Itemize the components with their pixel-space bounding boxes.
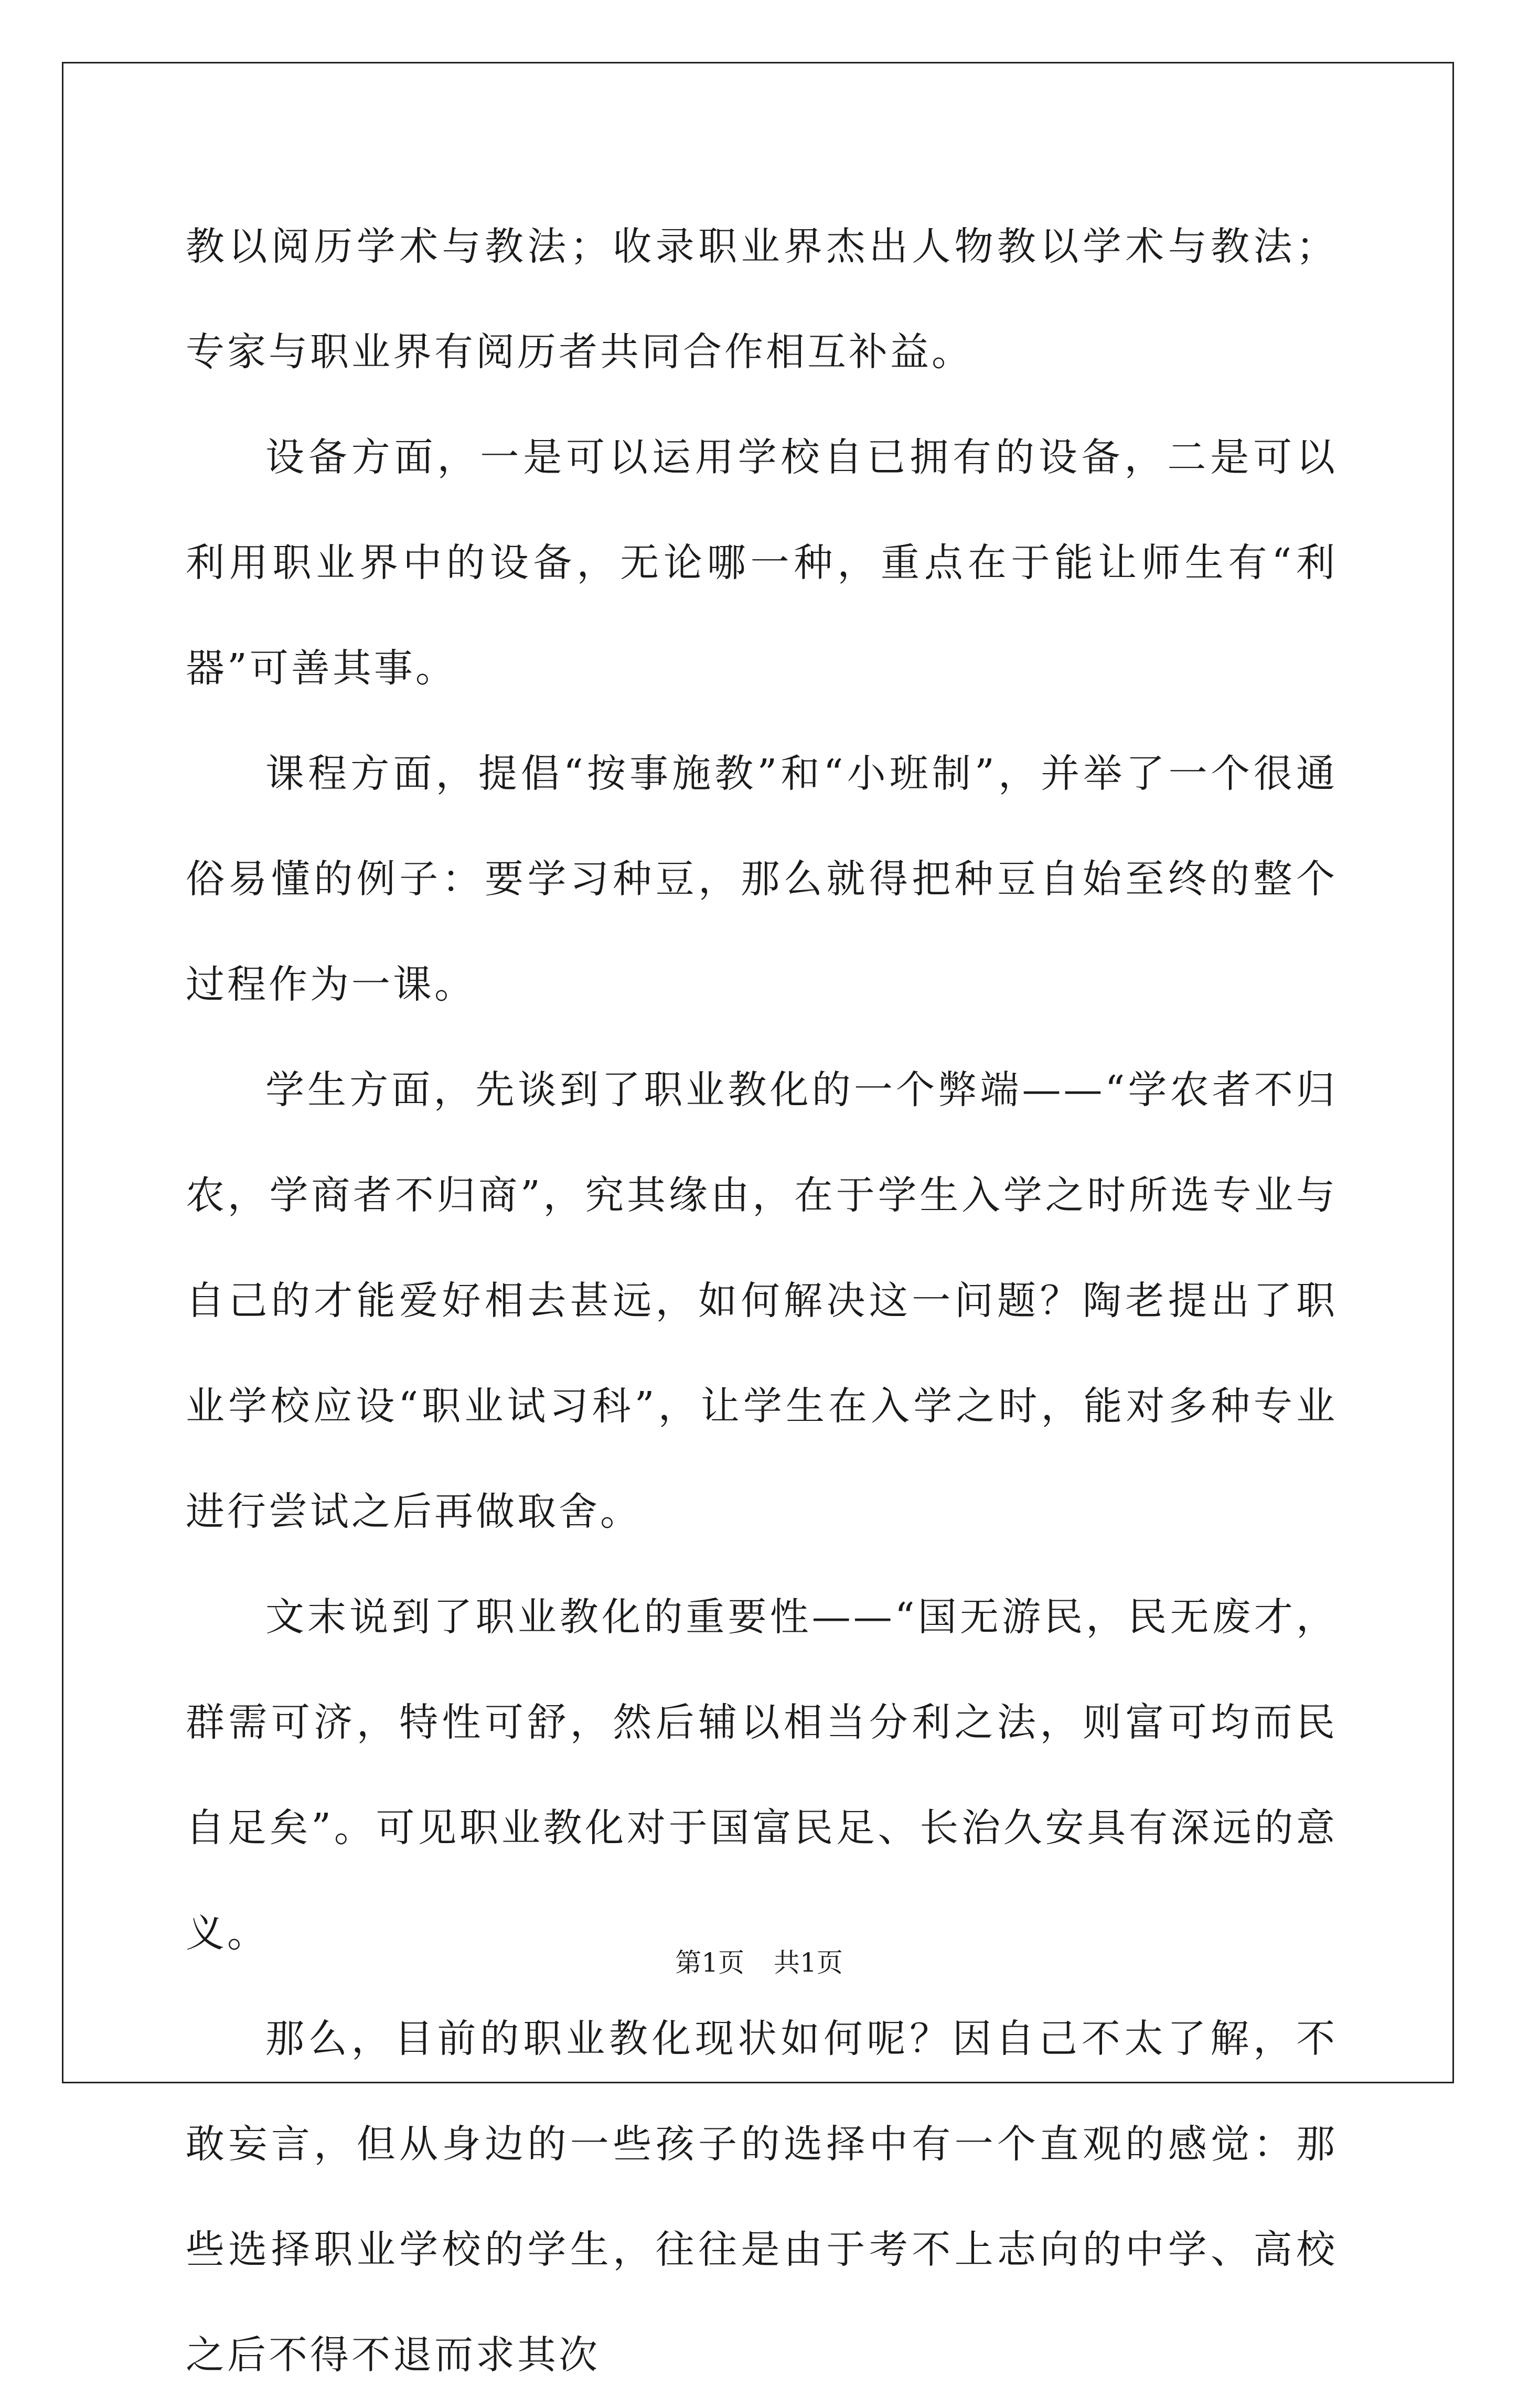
paragraph-6: 那么，目前的职业教化现状如何呢？因自己不太了解，不敢妄言，但从身边的一些孩子的选择中有一个直观的感觉：那些选择职业学校的学生，往往是由于考不上志向的中学、高校之后不得不退而求其次 xyxy=(186,2016,1338,2378)
paragraph-2: 设备方面，一是可以运用学校自已拥有的设备，二是可以利用职业界中的设备，无论哪一种，重点在于能让师生有“利器”可善其事。 xyxy=(186,435,1338,691)
document-body xyxy=(186,194,1338,2408)
page-total: 共1页 xyxy=(773,1947,843,1978)
page-number: 第1页 xyxy=(675,1947,745,1978)
page-footer xyxy=(0,1942,1518,1979)
paragraph-1: 教以阅历学术与教法；收录职业界杰出人物教以学术与教法；专家与职业界有阅历者共同合作相互补益。 xyxy=(186,224,1338,374)
paragraph-3: 课程方面，提倡“按事施教”和“小班制”，并举了一个很通俗易懂的例子：要学习种豆，那么就得把种豆自始至终的整个过程作为一课。 xyxy=(186,751,1338,1007)
paragraph-5: 文末说到了职业教化的重要性——“国无游民，民无废才，群需可济，特性可舒，然后辅以相当分利之法，则富可均而民自足矣”。可见职业教化对于国富民足、长治久安具有深远的意义。 xyxy=(186,1594,1338,1956)
paragraph-4: 学生方面，先谈到了职业教化的一个弊端——“学农者不归农，学商者不归商”，究其缘由，在于学生入学之时所选专业与自己的才能爱好相去甚远，如何解决这一问题？陶老提出了职业学校应设“职业试习科”，让学生在入学之时，能对多种专业进行尝试之后再做取舍。 xyxy=(186,1067,1338,1534)
